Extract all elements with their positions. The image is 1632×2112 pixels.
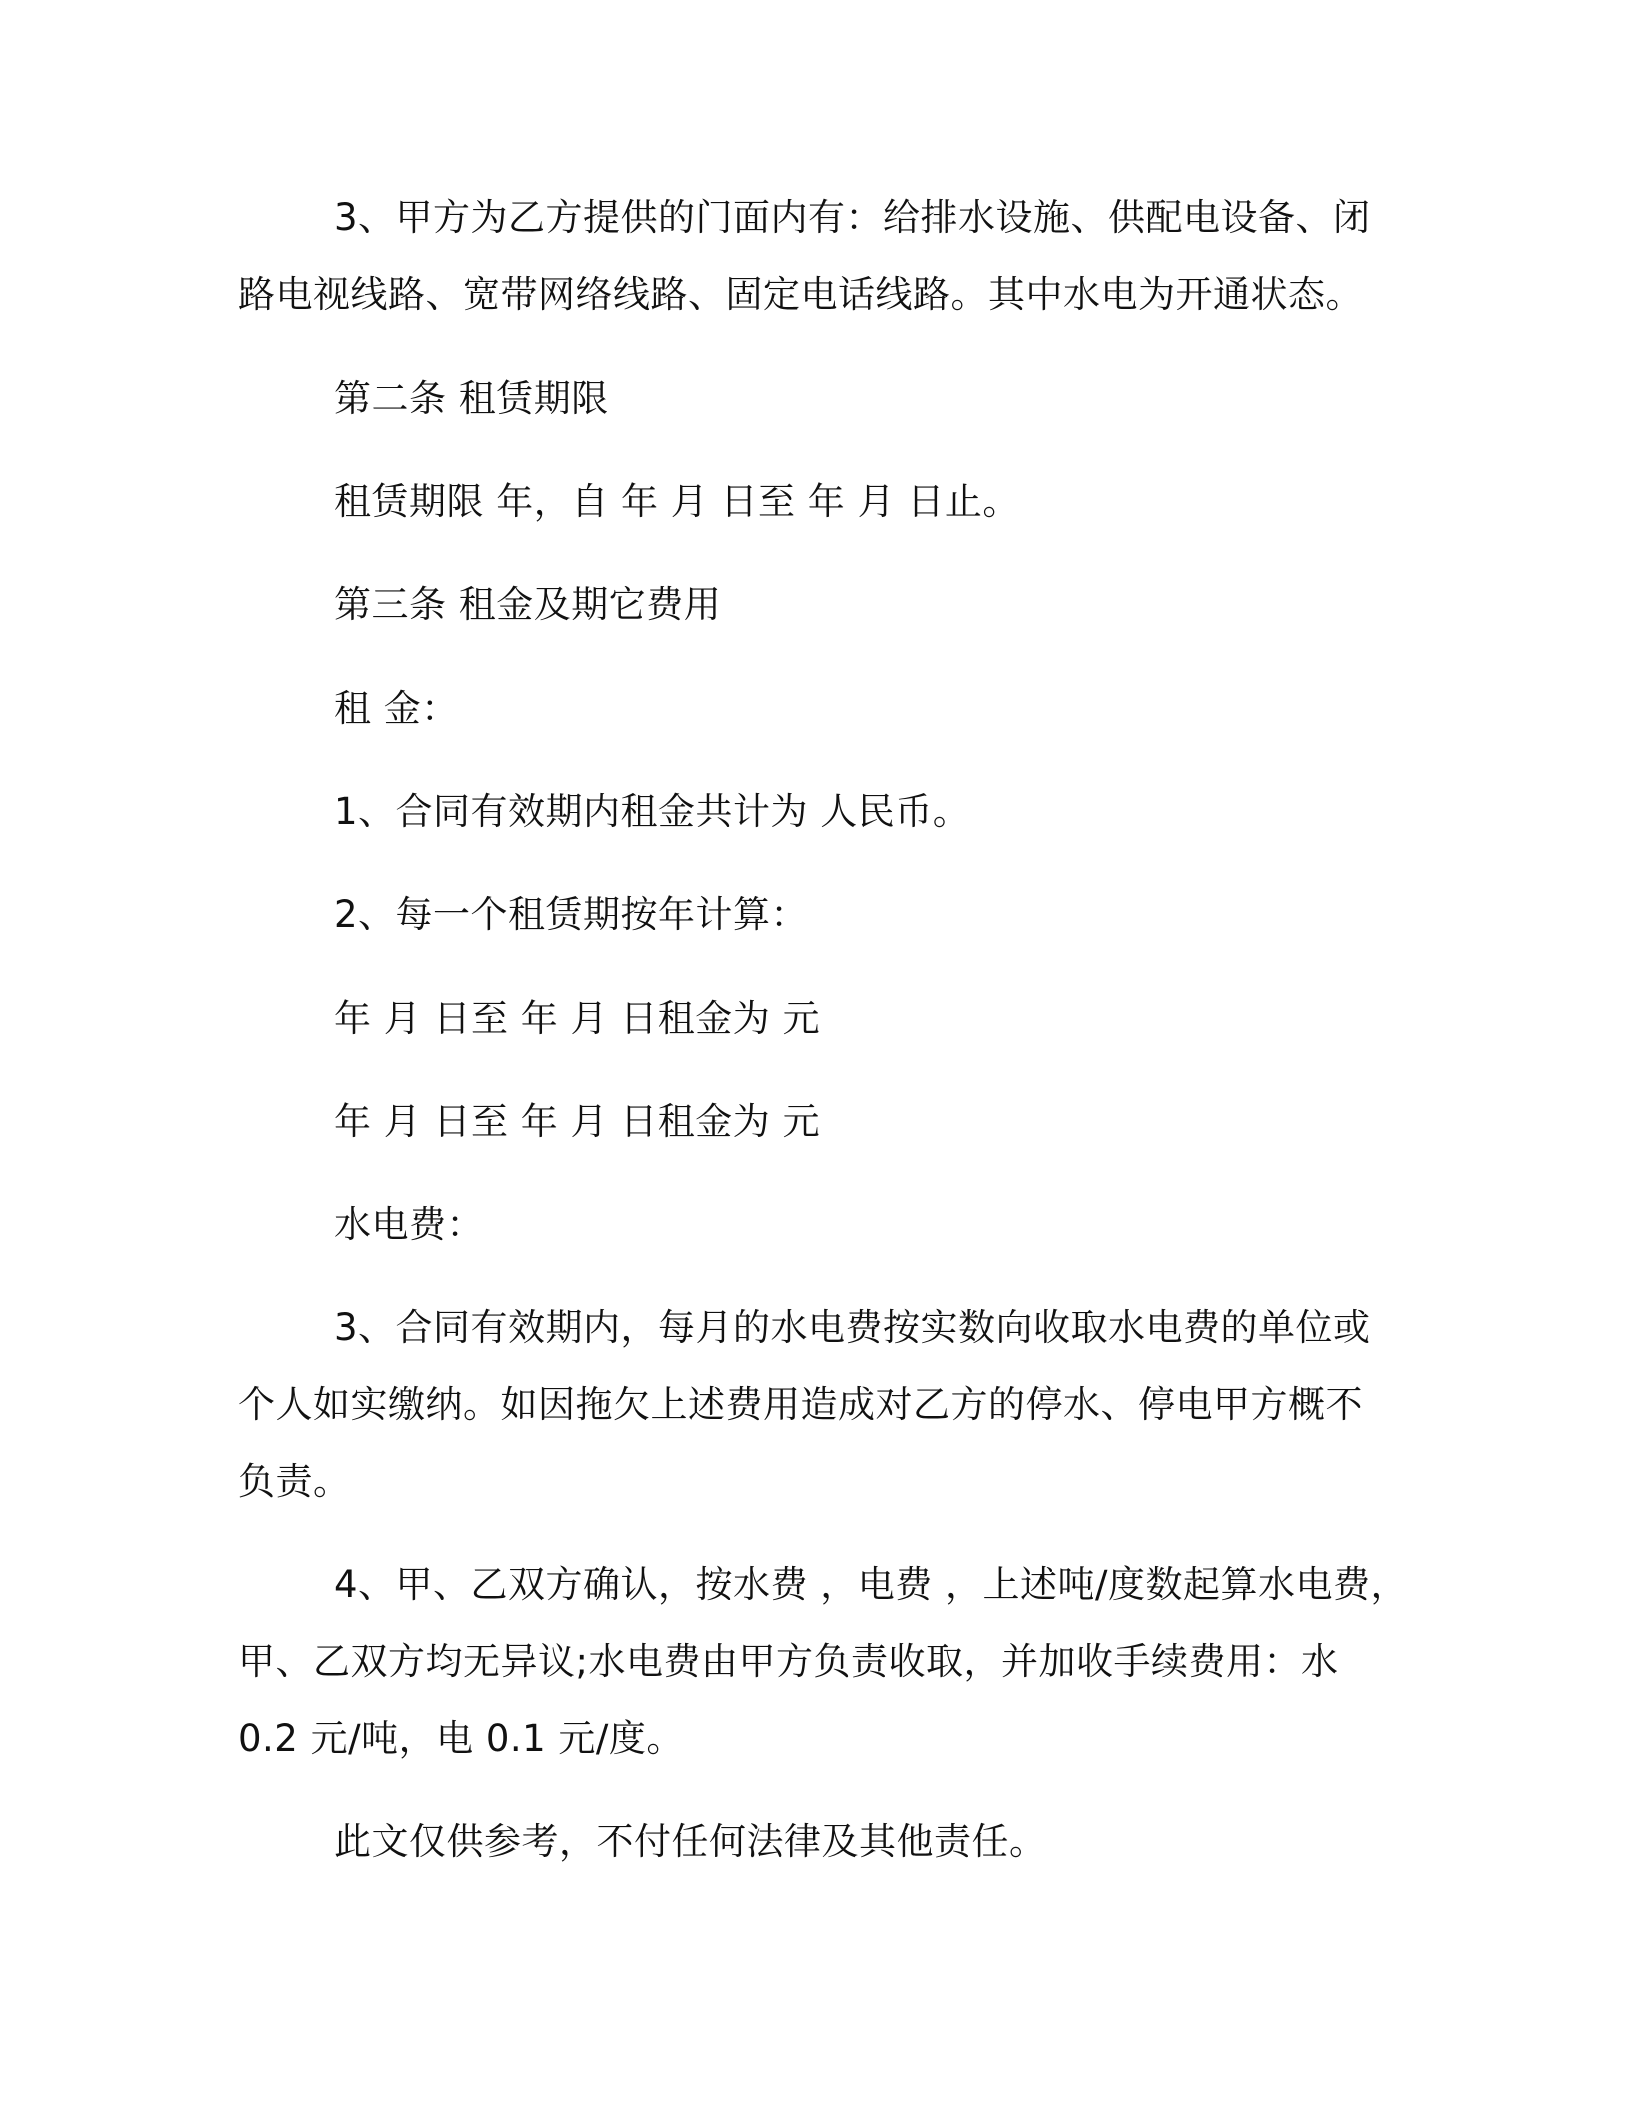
rent-period-line-1: 年 月 日至 年 月 日租金为 元 — [334, 997, 821, 1040]
utilities-item-3-line-1: 3、合同有效期内，每月的水电费按实数向收取水电费的单位或 — [334, 1306, 1371, 1349]
rent-subheading: 租 金： — [334, 687, 459, 730]
rent-item-1: 1、合同有效期内租金共计为 人民币。 — [334, 790, 971, 833]
disclaimer-text: 此文仅供参考，不付任何法律及其他责任。 — [334, 1820, 1047, 1863]
utilities-item-4-line-3: 0.2 元/吨，电 0.1 元/度。 — [238, 1717, 684, 1760]
utilities-item-4-line-1: 4、甲、乙双方确认，按水费 ，电费 ，上述吨/度数起算水电费， — [334, 1563, 1409, 1606]
rent-period-line-2: 年 月 日至 年 月 日租金为 元 — [334, 1100, 821, 1143]
clause-3-line-1: 3、甲方为乙方提供的门面内有：给排水设施、供配电设备、闭 — [334, 196, 1371, 239]
article-3-heading: 第三条 租金及期它费用 — [334, 583, 722, 626]
article-2-heading: 第二条 租赁期限 — [334, 377, 609, 420]
rent-item-2: 2、每一个租赁期按年计算： — [334, 893, 809, 936]
utilities-subheading: 水电费： — [334, 1203, 484, 1246]
utilities-item-3-line-2: 个人如实缴纳。如因拖欠上述费用造成对乙方的停水、停电甲方概不 — [238, 1383, 1363, 1426]
utilities-item-3-line-3: 负责。 — [238, 1460, 351, 1503]
lease-term-text: 租赁期限 年，自 年 月 日至 年 月 日止。 — [334, 480, 1020, 523]
utilities-item-4-line-2: 甲、乙双方均无异议;水电费由甲方负责收取，并加收手续费用：水 — [238, 1640, 1339, 1683]
clause-3-line-2: 路电视线路、宽带网络线路、固定电话线路。其中水电为开通状态。 — [238, 273, 1363, 316]
